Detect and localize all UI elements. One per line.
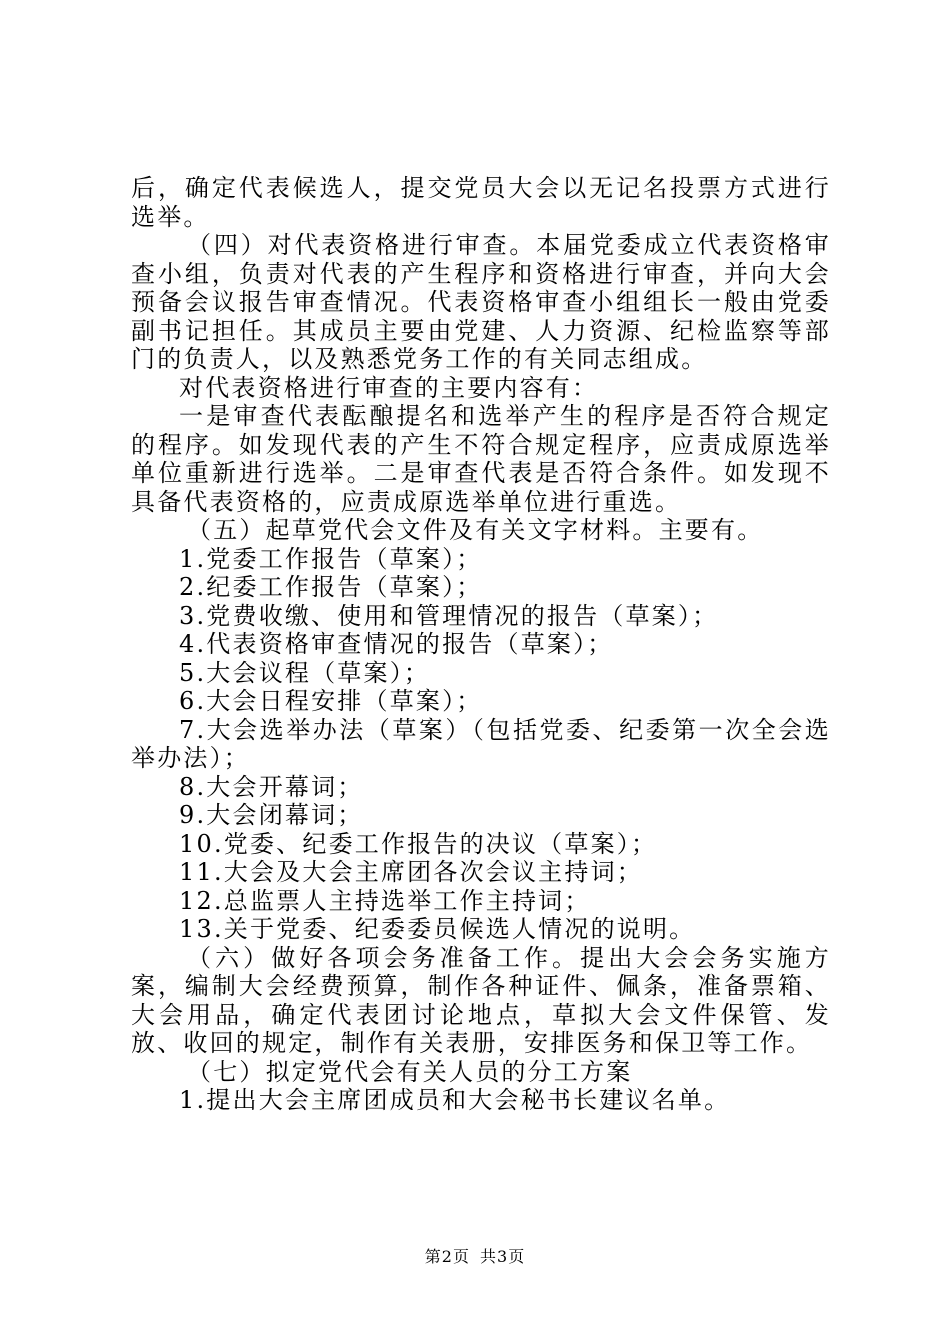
list-item: 2.纪委工作报告（草案）；	[179, 573, 483, 601]
list-item: 8.大会开幕词；	[179, 772, 364, 801]
list-item: 13.关于党委、纪委委员候选人情况的说明。	[179, 915, 696, 943]
list-item: 3.党费收缴、使用和管理情况的报告（草案）；	[179, 601, 719, 630]
paragraph: 后，确定代表候选人，提交党员大会以无记名投票方式进行选举。	[131, 174, 831, 231]
list-item: 9.大会闭幕词；	[179, 801, 364, 829]
paragraph: （七）拟定党代会有关人员的分工方案	[187, 1057, 633, 1086]
document-body	[131, 174, 831, 1115]
page-total: 共3页	[480, 1247, 526, 1266]
list-item: 4.代表资格审查情况的报告（草案）；	[179, 630, 614, 658]
page-number: 第2页	[424, 1247, 470, 1266]
list-item: 11.大会及大会主席团各次会议主持词；	[179, 858, 643, 886]
list-item: 5.大会议程（草案）；	[179, 658, 431, 687]
paragraph: （四）对代表资格进行审查。本届党委成立代表资格审查小组，负责对代表的产生程序和资格进行审查，并向大会预备会议报告审查情况。代表资格审查小组组长一般由党委副书记担任。其成员主要由党建、人力资源、纪检监察等部门的负责人，以及熟悉党务工作的有关同志组成。	[131, 231, 831, 373]
page-footer	[0, 1244, 950, 1267]
list-item: 6.大会日程安排（草案）；	[179, 687, 483, 715]
list-item: 1.党委工作报告（草案）；	[179, 544, 483, 573]
paragraph: 一是审查代表酝酿提名和选举产生的程序是否符合规定的程序。如发现代表的产生不符合规定程序，应责成原选举单位重新进行选举。二是审查代表是否符合条件。如发现不具备代表资格的，应责成原选举单位进行重选。	[131, 402, 831, 516]
list-item: 7.大会选举办法（草案）（包括党委、纪委第一次全会选举办法）；	[131, 715, 831, 772]
paragraph: （五）起草党代会文件及有关文字材料。主要有。	[187, 516, 764, 544]
list-item: 10.党委、纪委工作报告的决议（草案）；	[179, 829, 658, 858]
list-item: 1.提出大会主席团成员和大会秘书长建议名单。	[179, 1086, 731, 1114]
paragraph: （六）做好各项会务准备工作。提出大会会务实施方案，编制大会经费预算，制作各种证件、佩条，准备票箱、大会用品，确定代表团讨论地点，草拟大会文件保管、发放、收回的规定，制作有关表册，安排医务和保卫等工作。	[131, 943, 831, 1057]
list-item: 12.总监票人主持选举工作主持词；	[179, 886, 591, 915]
paragraph: 对代表资格进行审查的主要内容有：	[179, 373, 599, 402]
